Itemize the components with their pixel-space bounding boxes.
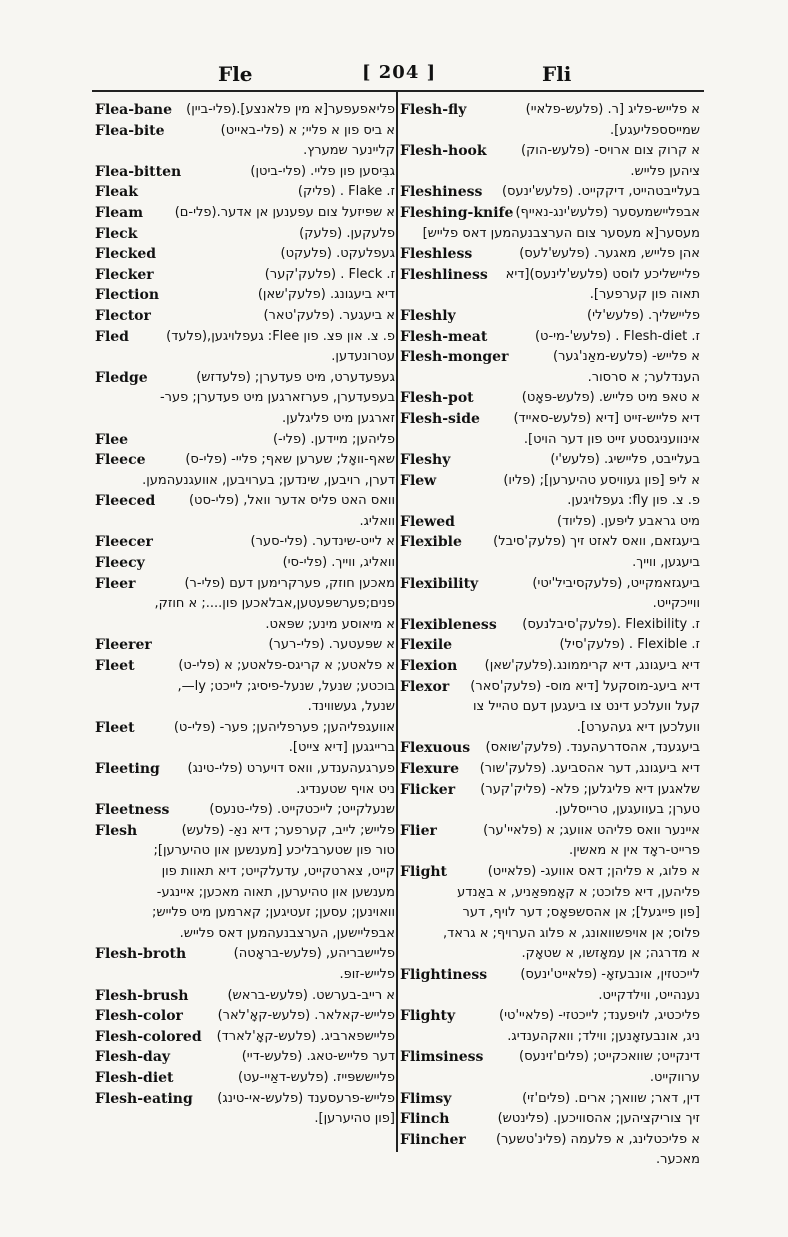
dictionary-entry <box>95 1068 395 1089</box>
entry-head-line <box>400 656 700 677</box>
entry-head-line <box>95 532 395 553</box>
dictionary-entry <box>95 491 395 532</box>
entry-definition-start: זיך צוריקציהען; אהסוויכען. (פלינטש) <box>497 1111 700 1127</box>
headword: Flew <box>400 472 437 489</box>
definition-line: ניט אויף שטענדיג. <box>296 781 395 797</box>
headword: Fleecer <box>95 534 153 551</box>
dictionary-entry <box>400 1089 700 1110</box>
definition-line: קייט, צארטקייט, עדעלקייט; דיא תאוות פון <box>161 863 395 879</box>
entry-head-line <box>400 821 700 842</box>
entry-definition-start: וואליג, ווייך. (פלי-סי) <box>282 555 395 571</box>
headword: Flinch <box>400 1111 450 1128</box>
headword: Flecker <box>95 266 154 283</box>
dictionary-entry <box>95 1027 395 1048</box>
definition-line: וואוינען; עסען; זעטיגען; קארמען מיט פלייש; <box>151 905 395 921</box>
dictionary-entry <box>400 1047 700 1088</box>
definition-line: זארגען מיט פליגלען. <box>282 410 395 426</box>
definition-line: פנים;פערשפּעטען,אבלאכען פון....; א חוזק, <box>154 596 395 612</box>
entry-definition-start: פלייש-פרעסענד (פלעש-אי-טינג) <box>217 1090 395 1106</box>
entry-definition-start: א לייט-שינדער. (פלי-סער) <box>250 534 395 550</box>
definition-line: וועלכען דיא געהערט]. <box>576 719 700 735</box>
entry-head-line <box>95 327 395 348</box>
dictionary-entry <box>400 327 700 348</box>
entry-head-line <box>95 1027 395 1048</box>
definition-line: פרייט-ראָד אין א מאשין. <box>568 843 700 859</box>
entry-head-line <box>400 471 700 492</box>
dictionary-entry <box>95 1089 395 1130</box>
dictionary-entry <box>95 265 395 286</box>
dictionary-entry <box>95 121 395 162</box>
headword: Fleam <box>95 204 144 221</box>
definition-line: [פון טהיערען]. <box>314 1111 395 1127</box>
entry-definition-start: פליישליכע לוסט (פלעש'לינעס)[דיא <box>505 266 700 282</box>
entry-definition-start: גבִּיסען פון פליי. (פלי-ביטן) <box>250 163 395 179</box>
entry-definition-start: א פלאטע; א קריגס-פלאטע; א (פלי-ט) <box>178 658 395 674</box>
headword: Flection <box>95 287 159 304</box>
running-head-left: Fle <box>218 62 253 86</box>
definition-line: בעפעדערן, פערזארגען מיט פעדערן; פער- <box>159 390 395 406</box>
entry-definition-start: בעלייבטהייט, דיקקייט. (פלעש'ינעס) <box>501 184 700 200</box>
entry-definition-start: אוועגפליהען; פערפליהען; פער- (פלי-ט) <box>173 719 395 735</box>
definition-line: בוכטע; שנעל, שנעל-פיסיג; לייכט; ly—, <box>177 678 395 694</box>
dictionary-entry <box>95 327 395 368</box>
dictionary-entry <box>400 759 700 780</box>
dictionary-entry <box>95 574 395 636</box>
entry-head-line <box>95 718 395 739</box>
headword: Fleshliness <box>400 266 488 283</box>
entry-head-line <box>95 1006 395 1027</box>
running-head-right: Fli <box>542 62 572 86</box>
headword: Flexor <box>400 678 450 695</box>
entry-head-line <box>400 388 700 409</box>
entry-definition-start: מיט גראבע ליפּען. (פליוד) <box>556 513 700 529</box>
dictionary-entry <box>400 203 700 244</box>
definition-line: טור פון שטערבליכע [מענשען און טהיערען]; <box>153 843 395 859</box>
headword: Flier <box>400 822 437 839</box>
entry-definition-start: פליהען; מיידען. (פלי-) <box>272 431 395 447</box>
right-column <box>400 100 700 1171</box>
entry-head-line <box>400 532 700 553</box>
definition-line: שנעל, געשווינד. <box>307 699 395 715</box>
entry-head-line <box>400 1006 700 1027</box>
definition-line: מעסער[א מעסער צום הערצבנעהמען דאס פלייש] <box>422 225 700 241</box>
entry-definition-start: דינקייט; שוואכקייט; (פלים'זינעס) <box>519 1049 700 1065</box>
entry-definition-start: ביעגענד, אהסדרעהענד. (פלעק'שואס) <box>485 740 700 756</box>
dictionary-entry <box>400 306 700 327</box>
entry-definition-start: א ליפּ [פון געוויסע טהיערען]; (פליו) <box>503 472 700 488</box>
definition-line: שמייסספליעגע]. <box>610 122 700 138</box>
definition-line: פלייש-זופּ. <box>339 966 395 982</box>
dictionary-entry <box>400 450 700 471</box>
headword: Flesh-fly <box>400 102 467 118</box>
entry-definition-start: פלייש; לייב, קערפער; דיא נאַ- (פלעש) <box>181 822 395 838</box>
dictionary-entry <box>95 430 395 451</box>
entry-head-line <box>400 265 700 286</box>
entry-definition-start: פליאפעפער[א מין פלאנצע].(פלי-ביין) <box>186 102 395 117</box>
entry-definition-start: א טאפּ מיט פלייש. (פלעש-פּאָט) <box>521 390 700 406</box>
headword: Fleak <box>95 184 138 201</box>
entry-definition-start: דיא ביעגונג, דער אהסביעג. (פלעק'שור) <box>479 761 700 776</box>
headword: Flimsiness <box>400 1049 484 1066</box>
headword: Flesh-meat <box>400 328 488 345</box>
dictionary-entry <box>400 388 700 409</box>
entry-head-line <box>400 965 700 986</box>
entry-head-line <box>400 182 700 203</box>
entry-head-line <box>95 553 395 574</box>
dictionary-entry <box>95 986 395 1007</box>
entry-head-line <box>400 1130 700 1151</box>
dictionary-entry <box>95 553 395 574</box>
entry-head-line <box>400 141 700 162</box>
entry-head-line <box>95 306 395 327</box>
entry-definition-start: פ. צ. און פּצ. פון Flee: געפלויגען,(פלעד) <box>166 328 395 344</box>
entry-head-line <box>95 430 395 451</box>
entry-definition-start: א ביעגער. (פלעק'טאר) <box>263 307 395 323</box>
headword: Flea-bitten <box>95 163 182 180</box>
entry-definition-start: א ביס פון א פליי; א (פלי-באייט) <box>220 122 395 138</box>
dictionary-entry <box>95 285 395 306</box>
entry-definition-start: בעלייבט, פליישיג. (פלעש'י) <box>550 452 700 468</box>
definition-line: נענהייט, ווילדקייט. <box>598 987 700 1003</box>
entry-definition-start: פלייששפּייז. (פלעש-דאַיי-עט) <box>238 1069 395 1085</box>
dictionary-entry <box>400 265 700 306</box>
entry-definition-start: פערגעהענדע, וואס דויערט (פלי-טינג) <box>187 761 395 776</box>
headword: Flicker <box>400 781 456 798</box>
headword: Flecked <box>95 246 157 263</box>
entry-head-line <box>95 491 395 512</box>
entry-head-line <box>95 759 395 780</box>
entry-definition-start: לייכטזין, אונבעזאָ- (פלאייט'ינעס) <box>520 966 700 982</box>
headword: Flincher <box>400 1131 466 1148</box>
column-divider <box>396 92 398 1152</box>
entry-head-line <box>400 450 700 471</box>
dictionary-entry <box>95 100 395 121</box>
entry-definition-start: א פלוג, א פליהן; דאס אוועג- (פלאייט) <box>487 863 700 879</box>
headword: Fleshless <box>400 246 473 263</box>
entry-definition-start: שנעלקייט; לייכטקייט. (פלי-טנעס) <box>209 802 395 818</box>
dictionary-entry <box>95 203 395 224</box>
entry-head-line <box>400 1047 700 1068</box>
entry-definition-start: פליישליך. (פלעש'לי) <box>587 307 700 323</box>
dictionary-entry <box>95 162 395 183</box>
entry-definition-start: מאכען חוזק, פערקרימען דעם (פלי-ר) <box>184 575 395 591</box>
entry-head-line <box>400 512 700 533</box>
entry-head-line <box>95 450 395 471</box>
entry-head-line <box>95 265 395 286</box>
entry-head-line <box>400 738 700 759</box>
dictionary-entry <box>400 821 700 862</box>
entry-definition-start: וואס האט פליס אדער וואל, (פלי-סט) <box>188 493 395 509</box>
entry-definition-start: א שפּעטער. (פלי-רער) <box>268 637 395 653</box>
dictionary-entry <box>400 1109 700 1130</box>
headword: Fleck <box>95 225 138 242</box>
headword: Flesh-monger <box>400 349 509 366</box>
dictionary-entry <box>95 718 395 759</box>
entry-definition-start: פלעקען. (פלעק) <box>299 225 395 241</box>
headword: Flight <box>400 863 448 880</box>
entry-definition-start: געפעדערט, מיט פעדערן; (פלעדזש) <box>196 369 395 385</box>
headword: Flightiness <box>400 966 488 983</box>
dictionary-entry <box>400 1130 700 1171</box>
entry-head-line <box>95 182 395 203</box>
entry-head-line <box>400 1089 700 1110</box>
dictionary-entry <box>95 450 395 491</box>
dictionary-entry <box>95 532 395 553</box>
entry-definition-start: א פלייש- (פלעש-מאַנ'גער) <box>553 349 700 365</box>
headword: Flexuous <box>400 740 471 757</box>
header-rule <box>92 90 704 92</box>
page-number: [ 204 ] <box>362 62 437 83</box>
entry-head-line <box>95 121 395 142</box>
definition-line: [פון פייגעל]; אן אהסשפּאָס; דער לויף, דער <box>462 905 700 921</box>
definition-line: וואליג. <box>359 513 395 529</box>
entry-head-line <box>400 862 700 883</box>
entry-head-line <box>400 635 700 656</box>
headword: Flimsy <box>400 1090 452 1107</box>
entry-definition-start: אהן פלייש, מאגער. (פלעש'לעס) <box>519 246 700 262</box>
entry-head-line <box>95 1089 395 1110</box>
dictionary-entry <box>95 368 395 430</box>
entry-head-line <box>95 203 395 224</box>
entry-definition-start: געפלעקט. (פלעקט) <box>280 246 395 262</box>
definition-line: טערן; בעוועגען, טרייסלען. <box>554 802 700 818</box>
definition-line: א מדרגה; אן עמאָזשו, א שטאָק. <box>521 946 700 962</box>
entry-definition-start: דיא ביעגונג, דיא קריממונג.(פלעק'שאן) <box>484 658 700 674</box>
dictionary-entry <box>400 100 700 141</box>
entry-definition-start: ז. Fleck . (פלעק'קער) <box>264 266 395 282</box>
entry-definition-start: ז. Flexibility .(פלעק'סיבלנעס) <box>522 616 700 632</box>
dictionary-entry <box>95 635 395 656</box>
entry-definition-start: פליישפארביג. (פלעש-קאָ'לארד) <box>216 1028 395 1044</box>
dictionary-entry <box>95 800 395 821</box>
entry-definition-start: דיא ביעג-מוסקעל [דיא מוס- (פלעק'סאר) <box>470 678 700 694</box>
entry-definition-start: איינער וואס פליהט אוועג; א (פלאיי'ער) <box>483 822 700 838</box>
headword: Fled <box>95 328 129 345</box>
entry-head-line <box>95 224 395 245</box>
headword: Fledge <box>95 369 148 386</box>
dictionary-entry <box>400 862 700 965</box>
definition-line: קליינער שמערץ. <box>303 143 395 159</box>
headword: Flexion <box>400 658 458 675</box>
headword: Fleshing-knife <box>400 204 514 221</box>
entry-head-line <box>95 986 395 1007</box>
entry-head-line <box>400 306 700 327</box>
dictionary-entry <box>95 306 395 327</box>
entry-definition-start: ביעגזאמקייט, (פלעקסיביל'יטי) <box>532 575 700 591</box>
entry-head-line <box>95 821 395 842</box>
headword: Flexure <box>400 761 459 777</box>
definition-line: מענשען און טהיערען, תאוה מאכען; איינגע- <box>156 884 395 900</box>
definition-line: ערווקייט. <box>649 1069 700 1085</box>
entry-head-line <box>95 574 395 595</box>
dictionary-entry <box>95 759 395 800</box>
entry-definition-start: דיא ביעגונג. (פלעק'שאן) <box>257 287 395 303</box>
headword: Fleeting <box>95 761 160 777</box>
entry-definition-start: שאף-וואָל; שערען שאף; פליי- (פלי-ס) <box>185 452 395 468</box>
definition-line: ציהען פלייש. <box>630 163 700 179</box>
entry-head-line <box>400 100 700 121</box>
entry-head-line <box>95 800 395 821</box>
headword: Flexible <box>400 534 462 551</box>
headword: Flexibleness <box>400 616 497 633</box>
headword: Flexibility <box>400 575 479 592</box>
entry-definition-start: א פליכטלינג, א פלעמה (פלינ'טשער) <box>495 1131 700 1147</box>
entry-head-line <box>95 100 395 121</box>
dictionary-entry <box>400 1006 700 1047</box>
entry-head-line <box>95 944 395 965</box>
headword: Fleecy <box>95 555 145 572</box>
entry-head-line <box>400 759 700 780</box>
headword: Flewed <box>400 513 455 530</box>
dictionary-entry <box>400 532 700 573</box>
entry-head-line <box>95 368 395 389</box>
dictionary-entry <box>95 1006 395 1027</box>
left-column <box>95 100 395 1130</box>
definition-line: דערן, רויבען, שינדען; בערויבען, אוועגנעהמען. <box>142 472 395 488</box>
definition-line: פלוס; אן אויפשוואונג, א פלוג הערויף; א גראד, <box>442 925 700 941</box>
entry-head-line <box>400 780 700 801</box>
dictionary-entry <box>400 738 700 759</box>
dictionary-entry <box>95 224 395 245</box>
dictionary-entry <box>400 471 700 512</box>
headword: Fleet <box>95 719 135 736</box>
headword: Flea-bite <box>95 122 165 139</box>
definition-line: עטרונעדען. <box>331 349 395 365</box>
entry-definition-start: א רייב-בערשט. (פלעש-בראש) <box>227 987 395 1003</box>
headword: Flesh-broth <box>95 946 187 963</box>
headword: Fleerer <box>95 637 152 654</box>
entry-definition-start: ז. Flake . (פליק) <box>297 184 395 200</box>
entry-definition-start: אבפליישמעסער (פלעש'ינג-נאייף) <box>515 204 700 220</box>
entry-head-line <box>400 1109 700 1130</box>
headword: Flee <box>95 431 129 448</box>
headword: Fleshly <box>400 307 456 324</box>
definition-line: מאכער. <box>655 1152 700 1168</box>
headword: Fleshy <box>400 452 451 469</box>
headword: Flexile <box>400 637 453 654</box>
dictionary-entry <box>95 656 395 718</box>
definition-line: ניג, אונבעזאָנען; ווילד; וואקהענדיג. <box>507 1028 700 1044</box>
entry-head-line <box>95 244 395 265</box>
definition-line: תאוה פון קערפער]. <box>589 287 700 303</box>
definition-line: א מיאוסע מינע; שפּאט. <box>265 616 395 632</box>
headword: Flesh-hook <box>400 143 487 160</box>
dictionary-entry <box>400 512 700 533</box>
headword: Flesh-diet <box>95 1069 174 1086</box>
entry-head-line <box>400 203 700 224</box>
headword: Flesh-colored <box>95 1028 202 1045</box>
entry-definition-start: דין, דאר; שוואך; ארים. (פלים'זי) <box>522 1090 700 1106</box>
entry-head-line <box>95 635 395 656</box>
dictionary-entry <box>400 182 700 203</box>
definition-line: אבפליישען, הערצבנעהמען דאס פלייש. <box>179 925 395 941</box>
entry-head-line <box>95 1068 395 1089</box>
entry-definition-start: ביעגזאם, וואס לאזט זיך (פלעק'סיבל) <box>493 534 700 550</box>
dictionary-entry <box>95 182 395 203</box>
headword: Flea-bane <box>95 102 172 118</box>
headword: Flesh-eating <box>95 1090 193 1107</box>
headword: Flesh-day <box>95 1049 171 1066</box>
entry-definition-start: דיא פלייש-זייט [דיא (פלעש-סאייד) <box>513 410 700 426</box>
dictionary-entry <box>95 944 395 985</box>
dictionary-entry <box>95 1047 395 1068</box>
headword: Flesh <box>95 822 138 839</box>
dictionary-entry <box>400 677 700 739</box>
entry-head-line <box>400 409 700 430</box>
entry-head-line <box>400 574 700 595</box>
entry-definition-start: פליישבריהע, (פלעש-בראָטה) <box>233 946 395 962</box>
definition-line: פליהען, דיא פלוכט; א קאָמפּאַניע, א באַנדע <box>457 884 700 900</box>
entry-definition-start: א שפּיזעל צום עפענען אן אדער.(פלי-ם) <box>174 204 395 220</box>
dictionary-entry <box>400 347 700 388</box>
page-header <box>0 58 788 88</box>
headword: Flesh-color <box>95 1008 183 1025</box>
entry-definition-start: שלאגען דיא פליגלען; פלא- (פליק'קער) <box>480 781 700 797</box>
dictionary-entry <box>400 244 700 265</box>
entry-definition-start: א קרוק צום ארויס- (פלעש-הוק) <box>521 143 700 159</box>
headword: Fleece <box>95 452 146 469</box>
definition-line: הענדלער; א סרסור. <box>587 369 700 385</box>
dictionary-entry <box>400 141 700 182</box>
entry-definition-start: פליכטיג, לויפענד; לייכטזי- (פלאיי'טי) <box>499 1008 700 1024</box>
entry-head-line <box>95 656 395 677</box>
dictionary-entry <box>400 615 700 636</box>
definition-line: ברייגגען [דיא צייט]. <box>288 740 395 756</box>
entry-head-line <box>95 162 395 183</box>
headword: Fleeced <box>95 493 156 510</box>
definition-line: אינוועניגסטע זייט פון דער הויט]. <box>523 431 700 447</box>
headword: Flector <box>95 307 151 324</box>
headword: Fleshiness <box>400 184 483 201</box>
dictionary-entry <box>95 821 395 945</box>
definition-line: קעל וועלכע דינט צו ביעגען דעם טהייל צו <box>472 699 700 715</box>
headword: Flesh-brush <box>95 987 189 1004</box>
entry-definition-start: ז. Flexible . (פלעק'סיל) <box>559 637 700 653</box>
dictionary-entry <box>400 965 700 1006</box>
headword: Fleer <box>95 575 136 592</box>
headword: Flesh-pot <box>400 390 474 407</box>
headword: Flesh-side <box>400 410 480 427</box>
entry-definition-start: ז. Flesh-diet . (פלעש'-מי-ט) <box>534 328 700 344</box>
dictionary-entry <box>400 574 700 615</box>
entry-head-line <box>95 1047 395 1068</box>
entry-head-line <box>400 327 700 348</box>
dictionary-entry <box>400 780 700 821</box>
entry-head-line <box>400 615 700 636</box>
dictionary-entry <box>400 409 700 450</box>
entry-head-line <box>400 677 700 698</box>
headword: Flighty <box>400 1008 456 1025</box>
entry-head-line <box>400 244 700 265</box>
definition-line: ביעגען, ווייך. <box>632 555 700 571</box>
dictionary-entry <box>400 635 700 656</box>
entry-definition-start: א פלייש-פליג [ר. (פלעש-פלאיי) <box>525 102 700 117</box>
dictionary-entry <box>400 656 700 677</box>
headword: Fleet <box>95 658 135 675</box>
entry-head-line <box>400 347 700 368</box>
entry-head-line <box>95 285 395 306</box>
dictionary-entry <box>95 244 395 265</box>
definition-line: ווייכקייט. <box>652 596 700 612</box>
definition-line: פ. צ. פון fly: געפלויגען. <box>567 493 700 509</box>
entry-definition-start: דער פלייש-טאג. (פלעש-דיי) <box>241 1049 395 1065</box>
entry-definition-start: פלייש-קאלאר. (פלעש-קאָ'לאר) <box>217 1008 395 1024</box>
headword: Fleetness <box>95 802 170 819</box>
